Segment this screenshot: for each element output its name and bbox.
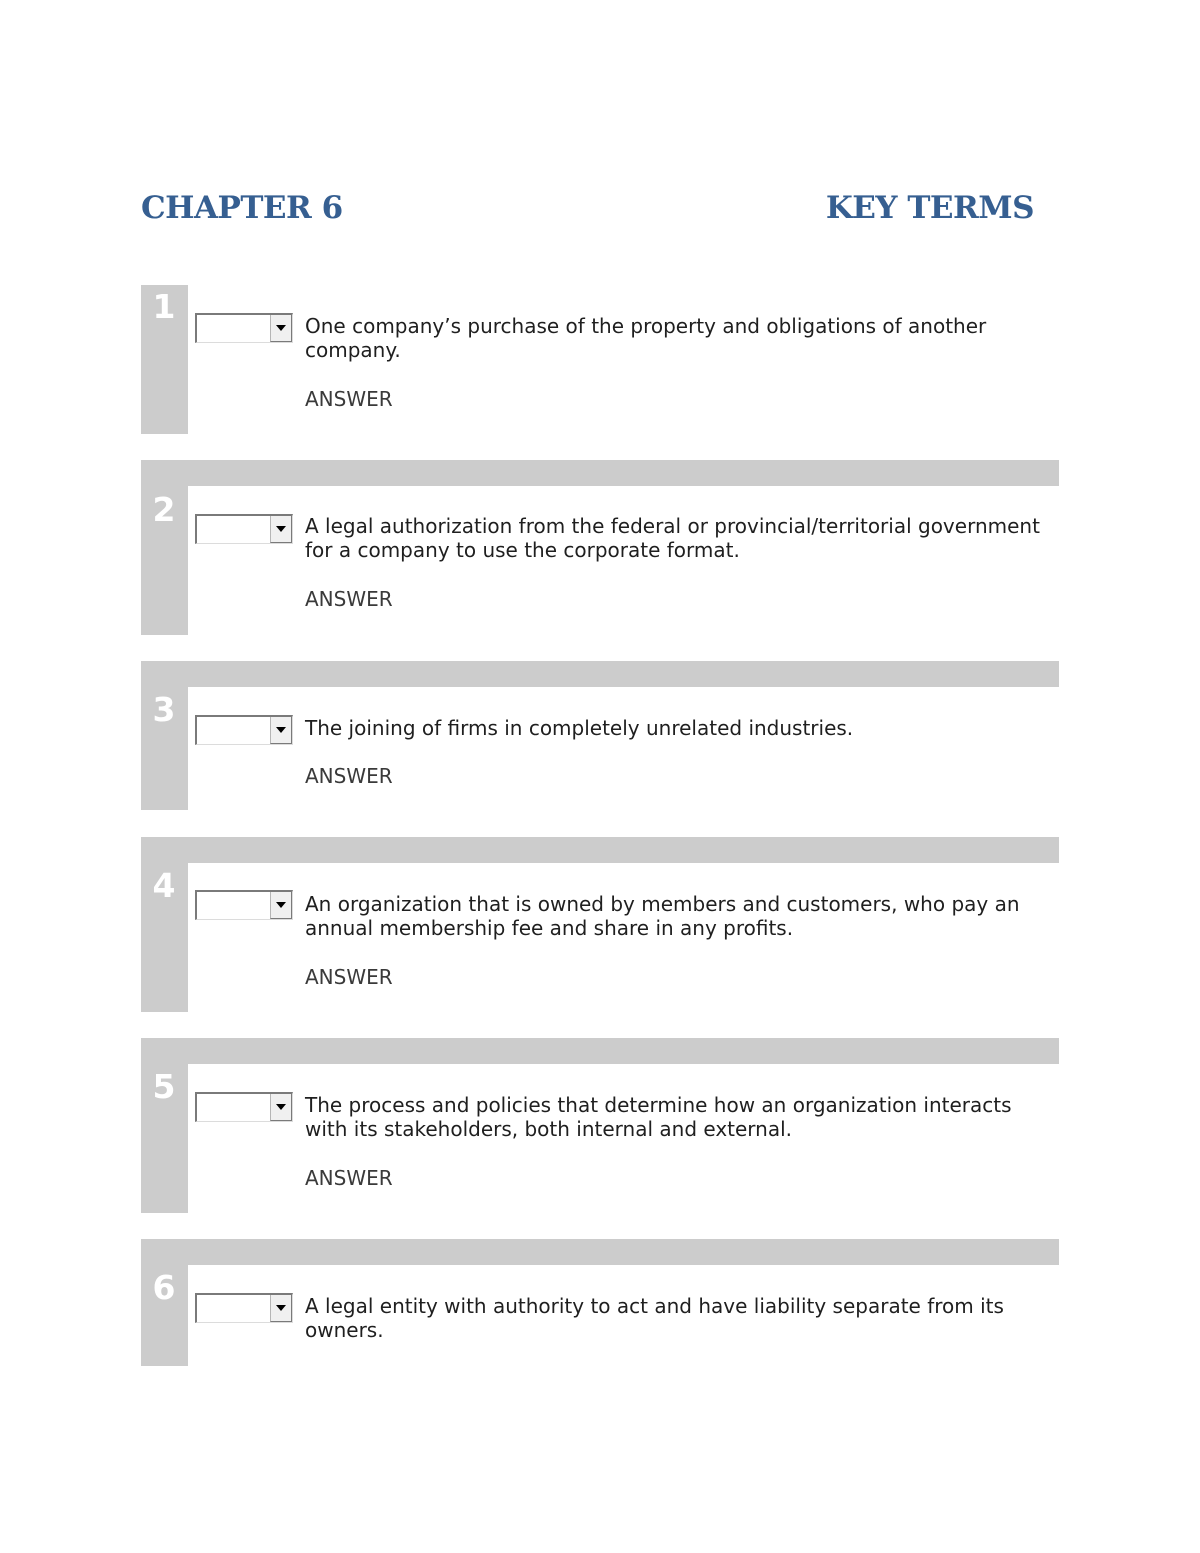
number-bar xyxy=(141,837,188,1012)
answer-label[interactable]: ANSWER xyxy=(305,1166,393,1190)
key-term-card-2 xyxy=(141,460,1059,635)
term-definition: A legal authorization from the federal or provincial/territorial government for a company to use the corporate format. xyxy=(305,514,1040,562)
key-term-card-3 xyxy=(141,661,1059,810)
top-bar xyxy=(141,1239,1059,1265)
item-number: 6 xyxy=(152,1268,176,1307)
answer-label[interactable]: ANSWER xyxy=(305,965,393,989)
dropdown-button[interactable] xyxy=(270,892,292,919)
dropdown-button[interactable] xyxy=(270,717,292,744)
item-number: 1 xyxy=(152,287,176,326)
number-bar xyxy=(141,1038,188,1213)
top-bar xyxy=(141,1038,1059,1064)
top-bar xyxy=(141,661,1059,687)
term-select[interactable] xyxy=(195,1293,293,1323)
top-bar xyxy=(141,460,1059,486)
dropdown-button[interactable] xyxy=(270,1295,292,1322)
page-header xyxy=(141,190,1034,226)
key-term-card-4 xyxy=(141,837,1059,1012)
term-definition: The joining of firms in completely unrelated industries. xyxy=(305,716,854,740)
item-number: 4 xyxy=(152,866,176,905)
key-term-card-1 xyxy=(141,285,1059,434)
chevron-down-icon xyxy=(276,325,286,331)
term-select[interactable] xyxy=(195,715,293,745)
key-term-card-6 xyxy=(141,1239,1059,1366)
dropdown-button[interactable] xyxy=(270,1094,292,1121)
term-definition: One company’s purchase of the property and obligations of another company. xyxy=(305,314,987,362)
chevron-down-icon xyxy=(276,526,286,532)
term-select[interactable] xyxy=(195,313,293,343)
term-definition: An organization that is owned by members and customers, who pay an annual membership fee and share in any profits. xyxy=(305,892,1020,940)
chevron-down-icon xyxy=(276,1104,286,1110)
section-title: KEY TERMS xyxy=(825,190,1034,226)
number-bar xyxy=(141,661,188,810)
item-number: 5 xyxy=(152,1067,176,1106)
number-bar xyxy=(141,460,188,635)
chevron-down-icon xyxy=(276,1305,286,1311)
dropdown-button[interactable] xyxy=(270,516,292,543)
term-select[interactable] xyxy=(195,1092,293,1122)
dropdown-button[interactable] xyxy=(270,315,292,342)
term-select[interactable] xyxy=(195,514,293,544)
term-select[interactable] xyxy=(195,890,293,920)
answer-label[interactable]: ANSWER xyxy=(305,387,393,411)
key-term-card-5 xyxy=(141,1038,1059,1213)
term-definition: The process and policies that determine how an organization interacts with its stakeholders, both internal and external. xyxy=(305,1093,1012,1141)
item-number: 3 xyxy=(152,690,176,729)
answer-label[interactable]: ANSWER xyxy=(305,587,393,611)
chevron-down-icon xyxy=(276,902,286,908)
top-bar xyxy=(141,837,1059,863)
chevron-down-icon xyxy=(276,727,286,733)
chapter-title: CHAPTER 6 xyxy=(141,190,343,226)
term-definition: A legal entity with authority to act and have liability separate from its owners. xyxy=(305,1294,1004,1342)
answer-label[interactable]: ANSWER xyxy=(305,764,393,788)
item-number: 2 xyxy=(152,490,176,529)
